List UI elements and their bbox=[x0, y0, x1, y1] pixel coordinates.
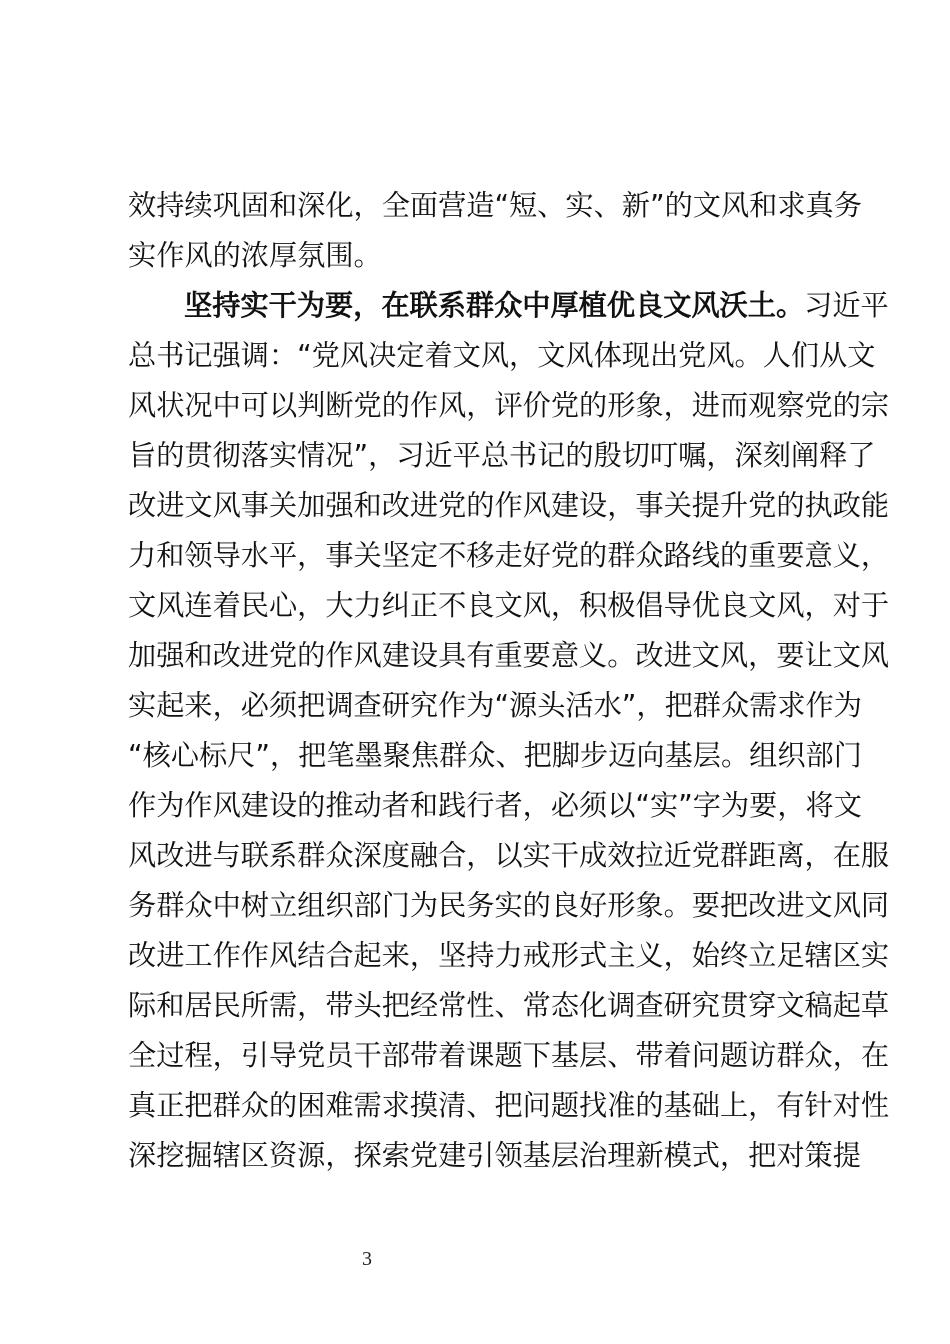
text-line: 全过程，引导党员干部带着课题下基层、带着问题访群众，在 bbox=[128, 1039, 890, 1072]
text-line: 风改进与联系群众深度融合，以实干成效拉近党群距离，在服 bbox=[128, 839, 890, 872]
text-line: 际和居民所需，带头把经常性、常态化调查研究贯穿文稿起草 bbox=[128, 989, 890, 1022]
text-line: 改进工作作风结合起来，坚持力戒形式主义，始终立足辖区实 bbox=[128, 939, 890, 972]
page-number: 3 bbox=[362, 1248, 372, 1270]
text-line: 深挖掘辖区资源，探索党建引领基层治理新模式，把对策提 bbox=[128, 1139, 861, 1172]
text-line: 力和领导水平，事关坚定不移走好党的群众路线的重要意义， bbox=[128, 539, 890, 572]
text-line: 效持续巩固和深化，全面营造“短、实、新”的文风和求真务 bbox=[128, 189, 862, 222]
document-body bbox=[128, 181, 890, 1181]
paragraph-heading: 坚持实干为要，在联系群众中厚植优良文风沃土。 bbox=[184, 289, 805, 322]
text-fragment: 习近平 bbox=[804, 289, 889, 322]
text-line: “核心标尺”，把笔墨聚焦群众、把脚步迈向基层。组织部门 bbox=[128, 739, 862, 772]
text-line: 风状况中可以判断党的作风，评价党的形象，进而观察党的宗 bbox=[128, 389, 890, 422]
text-line: 总书记强调：“党风决定着文风，文风体现出党风。人们从文 bbox=[128, 339, 876, 372]
paragraph-heading-line bbox=[128, 281, 889, 331]
text-line: 旨的贯彻落实情况”，习近平总书记的殷切叮嘱，深刻阐释了 bbox=[128, 439, 876, 472]
text-line: 加强和改进党的作风建设具有重要意义。改进文风，要让文风 bbox=[128, 639, 890, 672]
text-line: 文风连着民心，大力纠正不良文风，积极倡导优良文风，对于 bbox=[128, 589, 890, 622]
text-line: 真正把群众的困难需求摸清、把问题找准的基础上，有针对性 bbox=[128, 1089, 890, 1122]
text-line: 务群众中树立组织部门为民务实的良好形象。要把改进文风同 bbox=[128, 889, 890, 922]
text-line: 改进文风事关加强和改进党的作风建设，事关提升党的执政能 bbox=[128, 489, 890, 522]
text-line: 作为作风建设的推动者和践行者，必须以“实”字为要，将文 bbox=[128, 789, 862, 822]
text-line: 实起来，必须把调查研究作为“源头活水”，把群众需求作为 bbox=[128, 689, 862, 722]
text-line: 实作风的浓厚氛围。 bbox=[128, 239, 382, 272]
